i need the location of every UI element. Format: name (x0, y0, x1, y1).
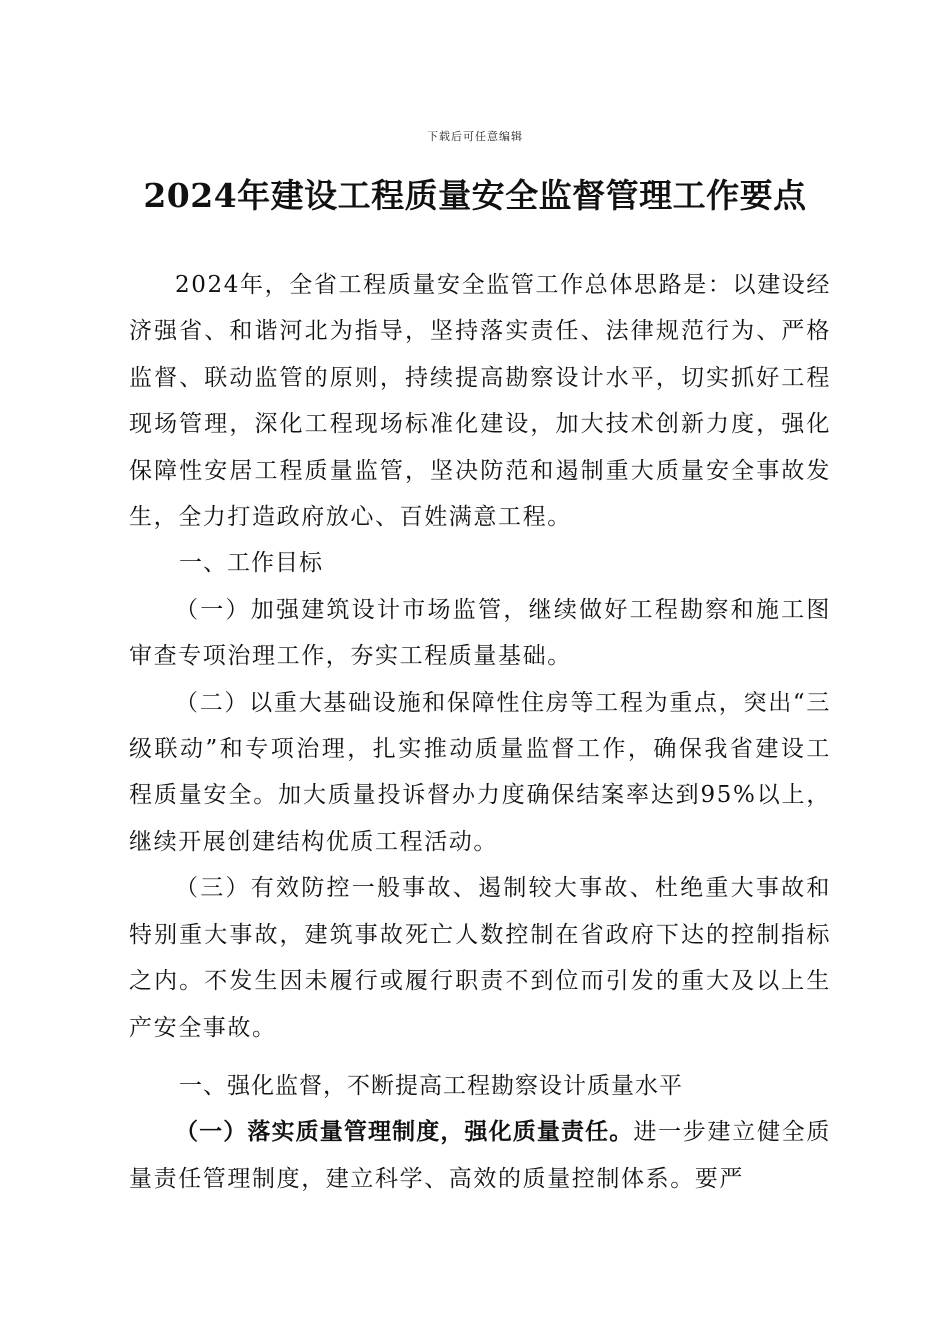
header-note: 下载后可任意编辑 (427, 130, 523, 143)
goal-item-3: （三）有效防控一般事故、遏制较大事故、杜绝重大事故和特别重大事故，建筑事故死亡人数控制在省政府下达的控制指标之内。不发生因未履行或履行职责不到位而引发的重大及以上生产安全事故。 (129, 875, 831, 1041)
goal-item-2: （二）以重大基础设施和保障性住房等工程为重点，突出“三级联动”和专项治理，扎实推动质量监督工作，确保我省建设工程质量安全。加大质量投诉督办力度确保结案率达到95%以上，继续开展创建结构优质工程活动。 (129, 689, 831, 855)
supervision-item-1 (129, 1109, 831, 1202)
document-title: 2024年建设工程质量安全监督管理工作要点 (143, 176, 807, 215)
supervision-item-1-text: 进一步建立健全质量责任管理制度，建立科学、高效的质量控制体系。要严 (129, 1119, 832, 1192)
section-heading-work-goals: 一、工作目标 (179, 550, 323, 577)
intro-paragraph: 2024年，全省工程质量安全监管工作总体思路是：以建设经济强省、和谐河北为指导，坚持落实责任、法律规范行为、严格监督、联动监管的原则，持续提高勘察设计水平，切实抓好工程现场管理，深化工程现场标准化建设，加大技术创新力度，强化保障性安居工程质量监管，坚决防范和遏制重大质量安全事故发生，全力打造政府放心、百姓满意工程。 (129, 272, 831, 531)
document-body (129, 262, 831, 1202)
goal-item-1: （一）加强建筑设计市场监管，继续做好工程勘察和施工图审查专项治理工作，夯实工程质量基础。 (129, 596, 831, 670)
supervision-item-1-lead: （一）落实质量管理制度，强化质量责任。 (175, 1119, 634, 1146)
section-heading-supervision: 一、强化监督，不断提高工程勘察设计质量水平 (179, 1072, 683, 1099)
